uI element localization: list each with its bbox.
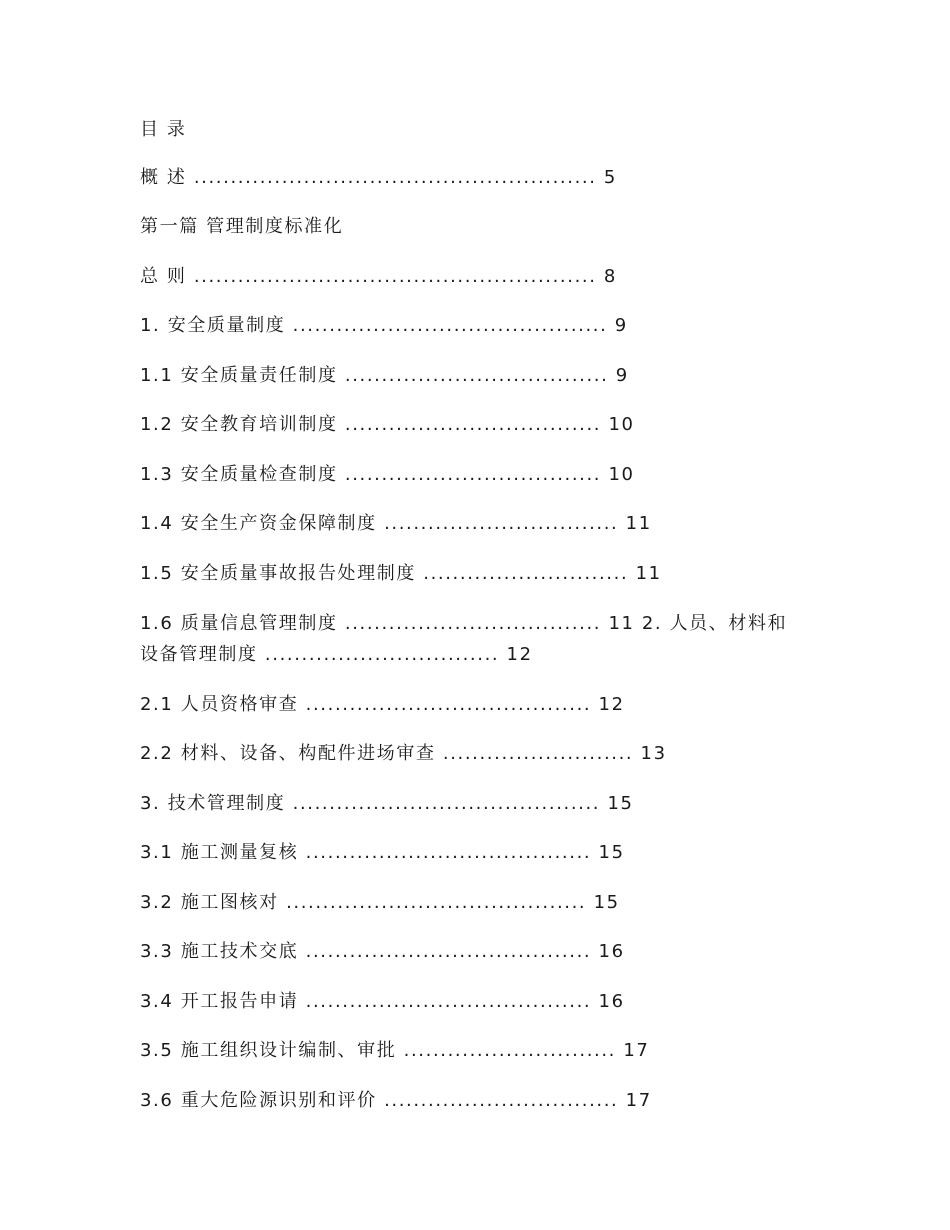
toc-entry: 1.6 质量信息管理制度 ................................... 11 2. 人员、材料和 bbox=[140, 613, 788, 634]
toc-entry: 总 则 ....................................................... 8 bbox=[140, 266, 617, 287]
toc-entry: 1.4 安全生产资金保障制度 ................................ 11 bbox=[140, 513, 652, 534]
toc-part-heading: 第一篇 管理制度标准化 bbox=[140, 216, 344, 237]
toc-entry: 3.6 重大危险源识别和评价 ................................ 17 bbox=[140, 1090, 652, 1111]
toc-entry: 1.5 安全质量事故报告处理制度 ............................ 11 bbox=[140, 563, 662, 584]
toc-entry: 3.3 施工技术交底 ....................................... 16 bbox=[140, 941, 625, 962]
toc-entry: 1.3 安全质量检查制度 ................................... 10 bbox=[140, 464, 635, 485]
toc-entry: 概 述 ....................................................... 5 bbox=[140, 167, 617, 188]
toc-title: 目 录 bbox=[140, 119, 187, 140]
toc-entry: 2.2 材料、设备、构配件进场审查 .......................... 13 bbox=[140, 743, 667, 764]
toc-entry: 1.1 安全质量责任制度 .................................... 9 bbox=[140, 365, 629, 386]
toc-entry: 3.2 施工图核对 ......................................... 15 bbox=[140, 892, 620, 913]
toc-entry: 3.5 施工组织设计编制、审批 ............................. 17 bbox=[140, 1040, 650, 1061]
toc-entry: 3.1 施工测量复核 ....................................... 15 bbox=[140, 842, 625, 863]
toc-entry: 3. 技术管理制度 .......................................... 15 bbox=[140, 793, 634, 814]
toc-entry: 1.2 安全教育培训制度 ................................... 10 bbox=[140, 414, 635, 435]
toc-entry: 1. 安全质量制度 ........................................... 9 bbox=[140, 315, 628, 336]
toc-entry: 3.4 开工报告申请 ....................................... 16 bbox=[140, 991, 625, 1012]
toc-entry: 设备管理制度 ................................ 12 bbox=[140, 644, 533, 665]
toc-entry: 2.1 人员资格审查 ....................................... 12 bbox=[140, 694, 625, 715]
